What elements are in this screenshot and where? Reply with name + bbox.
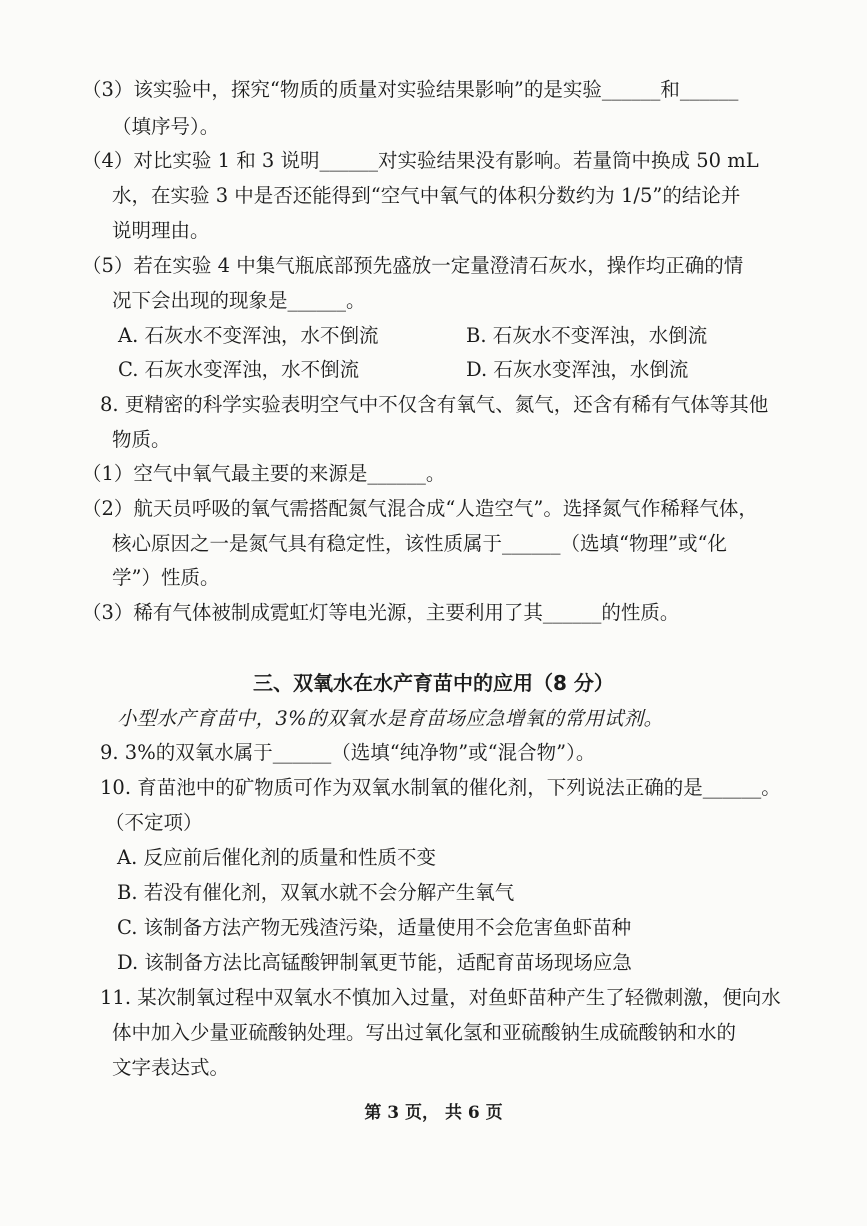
section-intro: 小型水产育苗中，3%的双氧水是育苗场应急增氧的常用试剂。 bbox=[117, 707, 664, 730]
question-7-5-option-d: D. 石灰水变浑浊，水倒流 bbox=[466, 358, 689, 381]
question-8-1: （1）空气中氧气最主要的来源是______。 bbox=[82, 462, 446, 485]
question-8-3: （3）稀有气体被制成霓虹灯等电光源，主要利用了其______的性质。 bbox=[82, 601, 680, 624]
question-7-5-line-2: 况下会出现的现象是______。 bbox=[112, 289, 366, 312]
question-11-line-3: 文字表达式。 bbox=[112, 1056, 230, 1079]
page-number: 第 3 页， 共 6 页 bbox=[364, 1103, 503, 1123]
section-title: 三、双氧水在水产育苗中的应用（8 分） bbox=[253, 671, 614, 695]
question-8-2-line-2: 核心原因之一是氮气具有稳定性，该性质属于______（选填“物理”或“化 bbox=[112, 532, 727, 555]
question-8-line-2: 物质。 bbox=[112, 428, 171, 451]
question-7-3-line-1: （3）该实验中，探究“物质的质量对实验结果影响”的是实验______和______ bbox=[82, 78, 739, 101]
question-7-4-line-3: 说明理由。 bbox=[112, 219, 210, 242]
question-11-line-1: 11. 某次制氧过程中双氧水不慎加入过量，对鱼虾苗种产生了轻微刺激，便向水 bbox=[100, 986, 781, 1009]
question-7-5-option-b: B. 石灰水不变浑浊，水倒流 bbox=[466, 324, 708, 347]
question-10-option-a: A. 反应前后催化剂的质量和性质不变 bbox=[117, 846, 436, 869]
question-10-line-1: 10. 育苗池中的矿物质可作为双氧水制氧的催化剂，下列说法正确的是______。 bbox=[100, 776, 781, 799]
question-11-line-2: 体中加入少量亚硫酸钠处理。写出过氧化氢和亚硫酸钠生成硫酸钠和水的 bbox=[112, 1021, 737, 1044]
question-8-2-line-3: 学”）性质。 bbox=[112, 566, 220, 589]
question-7-4-line-1: （4）对比实验 1 和 3 说明______对实验结果没有影响。若量筒中换成 50 mL bbox=[82, 149, 759, 172]
question-9: 9. 3%的双氧水属于______（选填“纯净物”或“混合物”）。 bbox=[100, 741, 596, 764]
question-10-line-2: （不定项） bbox=[105, 811, 203, 834]
question-10-option-c: C. 该制备方法产物无残渣污染，适量使用不会危害鱼虾苗种 bbox=[117, 916, 632, 939]
question-10-option-d: D. 该制备方法比高锰酸钾制氧更节能，适配育苗场现场应急 bbox=[117, 951, 632, 974]
question-7-4-line-2: 水，在实验 3 中是否还能得到“空气中氧气的体积分数约为 1/5”的结论并 bbox=[112, 184, 741, 207]
question-7-5-option-c: C. 石灰水变浑浊，水不倒流 bbox=[118, 358, 360, 381]
question-7-5-option-a: A. 石灰水不变浑浊，水不倒流 bbox=[118, 324, 379, 347]
question-8-line-1: 8. 更精密的科学实验表明空气中不仅含有氧气、氮气，还含有稀有气体等其他 bbox=[100, 393, 769, 416]
question-8-2-line-1: （2）航天员呼吸的氧气需搭配氮气混合成“人造空气”。选择氮气作稀释气体， bbox=[82, 497, 758, 520]
question-7-5-line-1: （5）若在实验 4 中集气瓶底部预先盛放一定量澄清石灰水，操作均正确的情 bbox=[82, 254, 744, 277]
question-7-3-line-2: （填序号）。 bbox=[112, 115, 220, 138]
question-10-option-b: B. 若没有催化剂，双氧水就不会分解产生氧气 bbox=[117, 881, 515, 904]
